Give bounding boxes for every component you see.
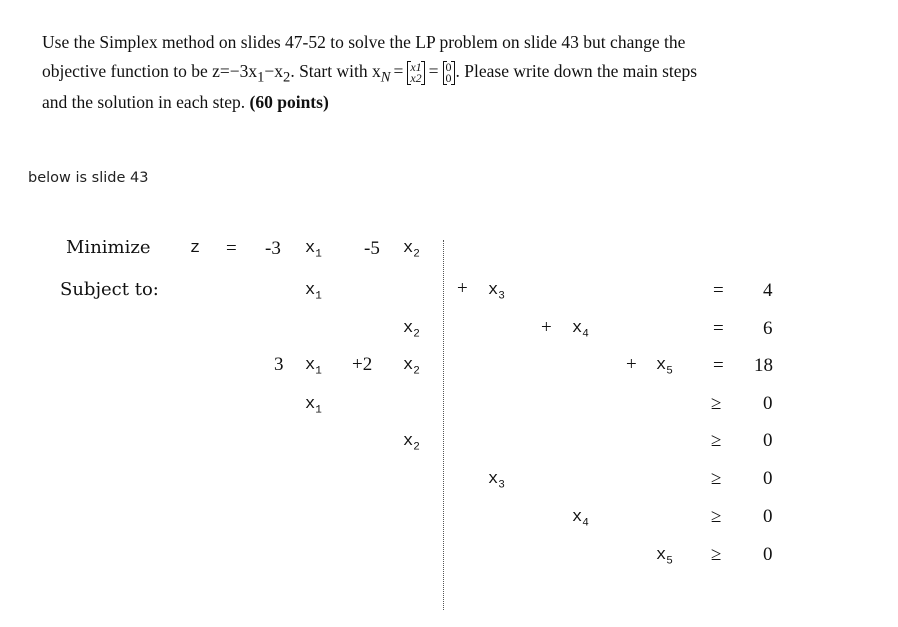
c2-x2: $x_2$ xyxy=(403,319,420,341)
c2-plus: + xyxy=(541,317,552,338)
nn-x1: $x_1$ xyxy=(305,395,322,417)
question-line-1: Use the Simplex method on slides 47-52 to solve the LP problem on slide 43 but change the xyxy=(42,32,686,52)
rhs-6: 0 xyxy=(763,468,773,489)
vector-xn: x1 x2 xyxy=(407,62,424,84)
nn-ge-1: ≥ xyxy=(711,393,722,414)
nn-ge-2: ≥ xyxy=(711,430,722,451)
c3-coef-three: 3 xyxy=(274,354,284,375)
c2-equals: = xyxy=(713,318,724,339)
nn-x5: $x_5$ xyxy=(656,546,673,568)
c3-x2: $x_2$ xyxy=(403,356,420,378)
nn-x3: $x_3$ xyxy=(488,470,505,492)
question-line-3: and the solution in each step. (60 points) xyxy=(42,92,329,112)
question-line-2: objective function to be $z=-3x_1-x_2$. Start with $x_N$ = x1 x2 = 0 0 . Please write down the main steps xyxy=(42,59,698,86)
objective-z: z xyxy=(190,239,201,258)
nn-ge-3: ≥ xyxy=(711,468,722,489)
rhs-4: 0 xyxy=(763,393,773,414)
objective-equals: = xyxy=(226,238,237,259)
var-x1: $x_1$ xyxy=(305,239,322,261)
c1-equals: = xyxy=(713,280,724,301)
nn-x2: $x_2$ xyxy=(403,432,420,454)
rhs-2: 6 xyxy=(763,318,773,339)
c2-x4: $x_4$ xyxy=(572,319,589,341)
minimize-label: Minimize xyxy=(66,237,151,258)
nn-ge-4: ≥ xyxy=(711,506,722,527)
vector-zero: 0 0 xyxy=(443,62,455,84)
c1-x3: $x_3$ xyxy=(488,281,505,303)
c3-x1: $x_1$ xyxy=(305,356,322,378)
c3-equals: = xyxy=(713,355,724,376)
var-x2: $x_2$ xyxy=(403,239,420,261)
nn-ge-5: ≥ xyxy=(711,544,722,565)
coef-x1: -3 xyxy=(265,238,281,259)
c3-x5: $x_5$ xyxy=(656,356,673,378)
subject-to-label: Subject to: xyxy=(60,279,159,300)
rhs-8: 0 xyxy=(763,544,773,565)
c1-x1: $x_1$ xyxy=(305,281,322,303)
rhs-5: 0 xyxy=(763,430,773,451)
divider-line xyxy=(443,240,444,610)
c3-plus: + xyxy=(626,354,637,375)
c1-plus: + xyxy=(457,278,468,299)
c3-coef-two: +2 xyxy=(352,354,373,375)
rhs-7: 0 xyxy=(763,506,773,527)
coef-x2: -5 xyxy=(364,238,380,259)
rhs-1: 4 xyxy=(763,280,773,301)
nn-x4: $x_4$ xyxy=(572,508,589,530)
slide-note: below is slide 43 xyxy=(28,170,149,186)
rhs-3: 18 xyxy=(754,355,773,376)
